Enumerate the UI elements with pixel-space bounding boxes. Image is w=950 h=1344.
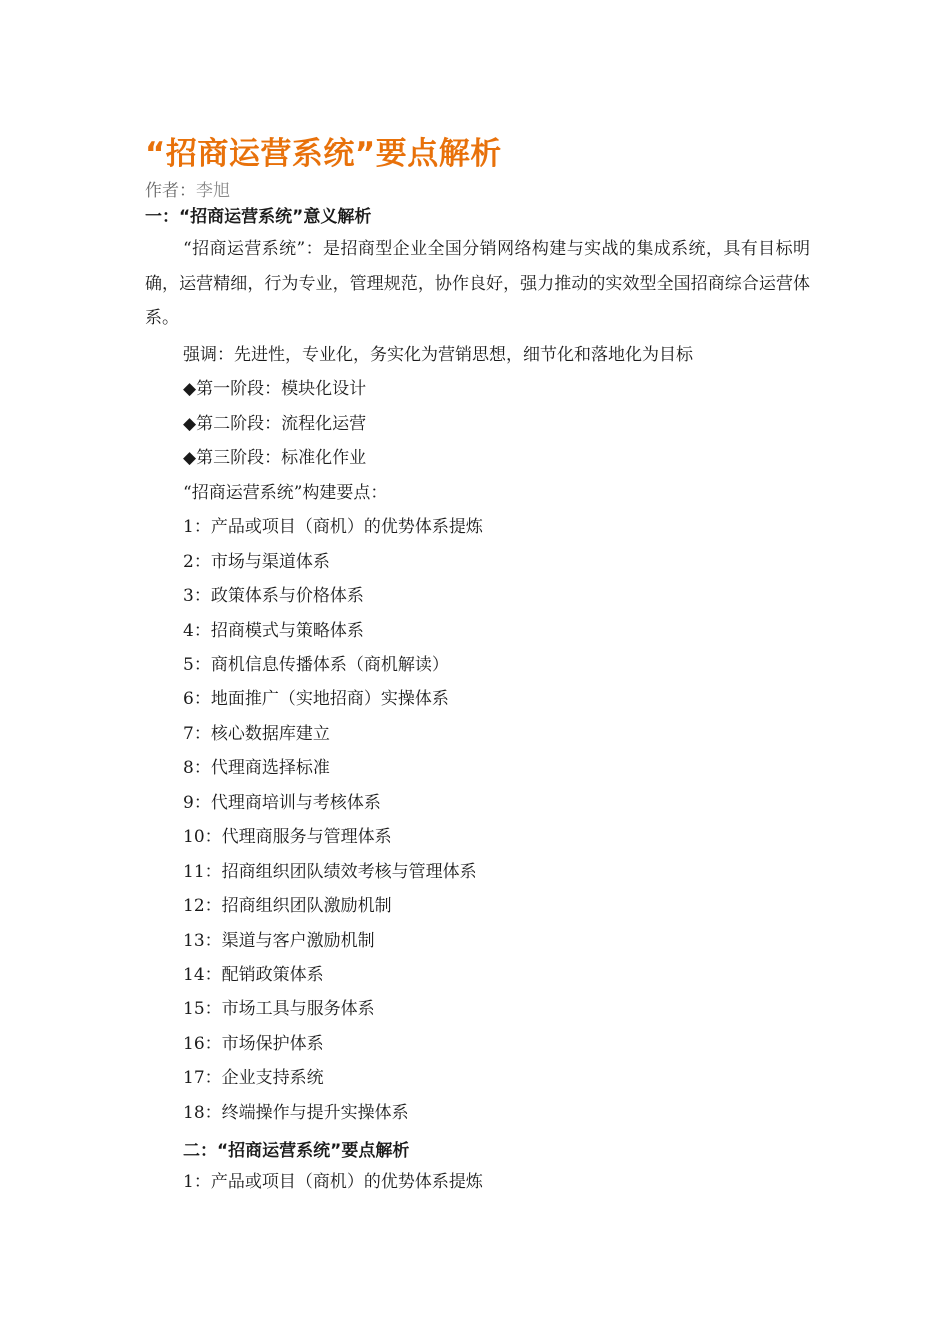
- list-item: 11：招商组织团队绩效考核与管理体系: [183, 862, 477, 882]
- list-item: 9：代理商培训与考核体系: [183, 793, 381, 813]
- list-item: 15：市场工具与服务体系: [183, 999, 375, 1019]
- intro-paragraph: “招商运营系统”：是招商型企业全国分销网络构建与实战的集成系统，具有目标明确，运营精细，行为专业，管理规范，协作良好，强力推动的实效型全国招商综合运营体系。: [145, 239, 810, 328]
- document-title: “招商运营系统”要点解析: [145, 136, 502, 172]
- list-item: 17：企业支持系统: [183, 1068, 324, 1088]
- list-item: 1：产品或项目（商机）的优势体系提炼: [183, 517, 483, 537]
- list-item: 13：渠道与客户激励机制: [183, 931, 375, 951]
- list-item: 12：招商组织团队激励机制: [183, 896, 392, 916]
- list-item: 5：商机信息传播体系（商机解读）: [183, 655, 449, 675]
- stage-item: ◆第一阶段：模块化设计: [183, 379, 367, 399]
- list-item: 18：终端操作与提升实操体系: [183, 1103, 409, 1123]
- list-item: 6：地面推广（实地招商）实操体系: [183, 689, 449, 709]
- list-item: 1：产品或项目（商机）的优势体系提炼: [183, 1172, 483, 1192]
- author-name: 李旭: [196, 181, 230, 201]
- author-line: [145, 176, 230, 201]
- list-item: 7：核心数据库建立: [183, 724, 330, 744]
- list-item: 14：配销政策体系: [183, 965, 324, 985]
- list-item: 3：政策体系与价格体系: [183, 586, 364, 606]
- list-item: 2：市场与渠道体系: [183, 552, 330, 572]
- stage-item: ◆第三阶段：标准化作业: [183, 448, 367, 468]
- section-1-heading: 一：“招商运营系统”意义解析: [145, 207, 372, 227]
- list-item: 8：代理商选择标准: [183, 758, 330, 778]
- list-item: 10：代理商服务与管理体系: [183, 827, 392, 847]
- points-heading: “招商运营系统”构建要点：: [183, 483, 388, 503]
- section-2-heading: 二：“招商运营系统”要点解析: [183, 1141, 410, 1161]
- list-item: 4：招商模式与策略体系: [183, 621, 364, 641]
- stage-item: ◆第二阶段：流程化运营: [183, 414, 367, 434]
- emphasis-line: 强调：先进性，专业化，务实化为营销思想，细节化和落地化为目标: [183, 345, 693, 365]
- author-label: 作者：: [145, 181, 196, 201]
- list-item: 16：市场保护体系: [183, 1034, 324, 1054]
